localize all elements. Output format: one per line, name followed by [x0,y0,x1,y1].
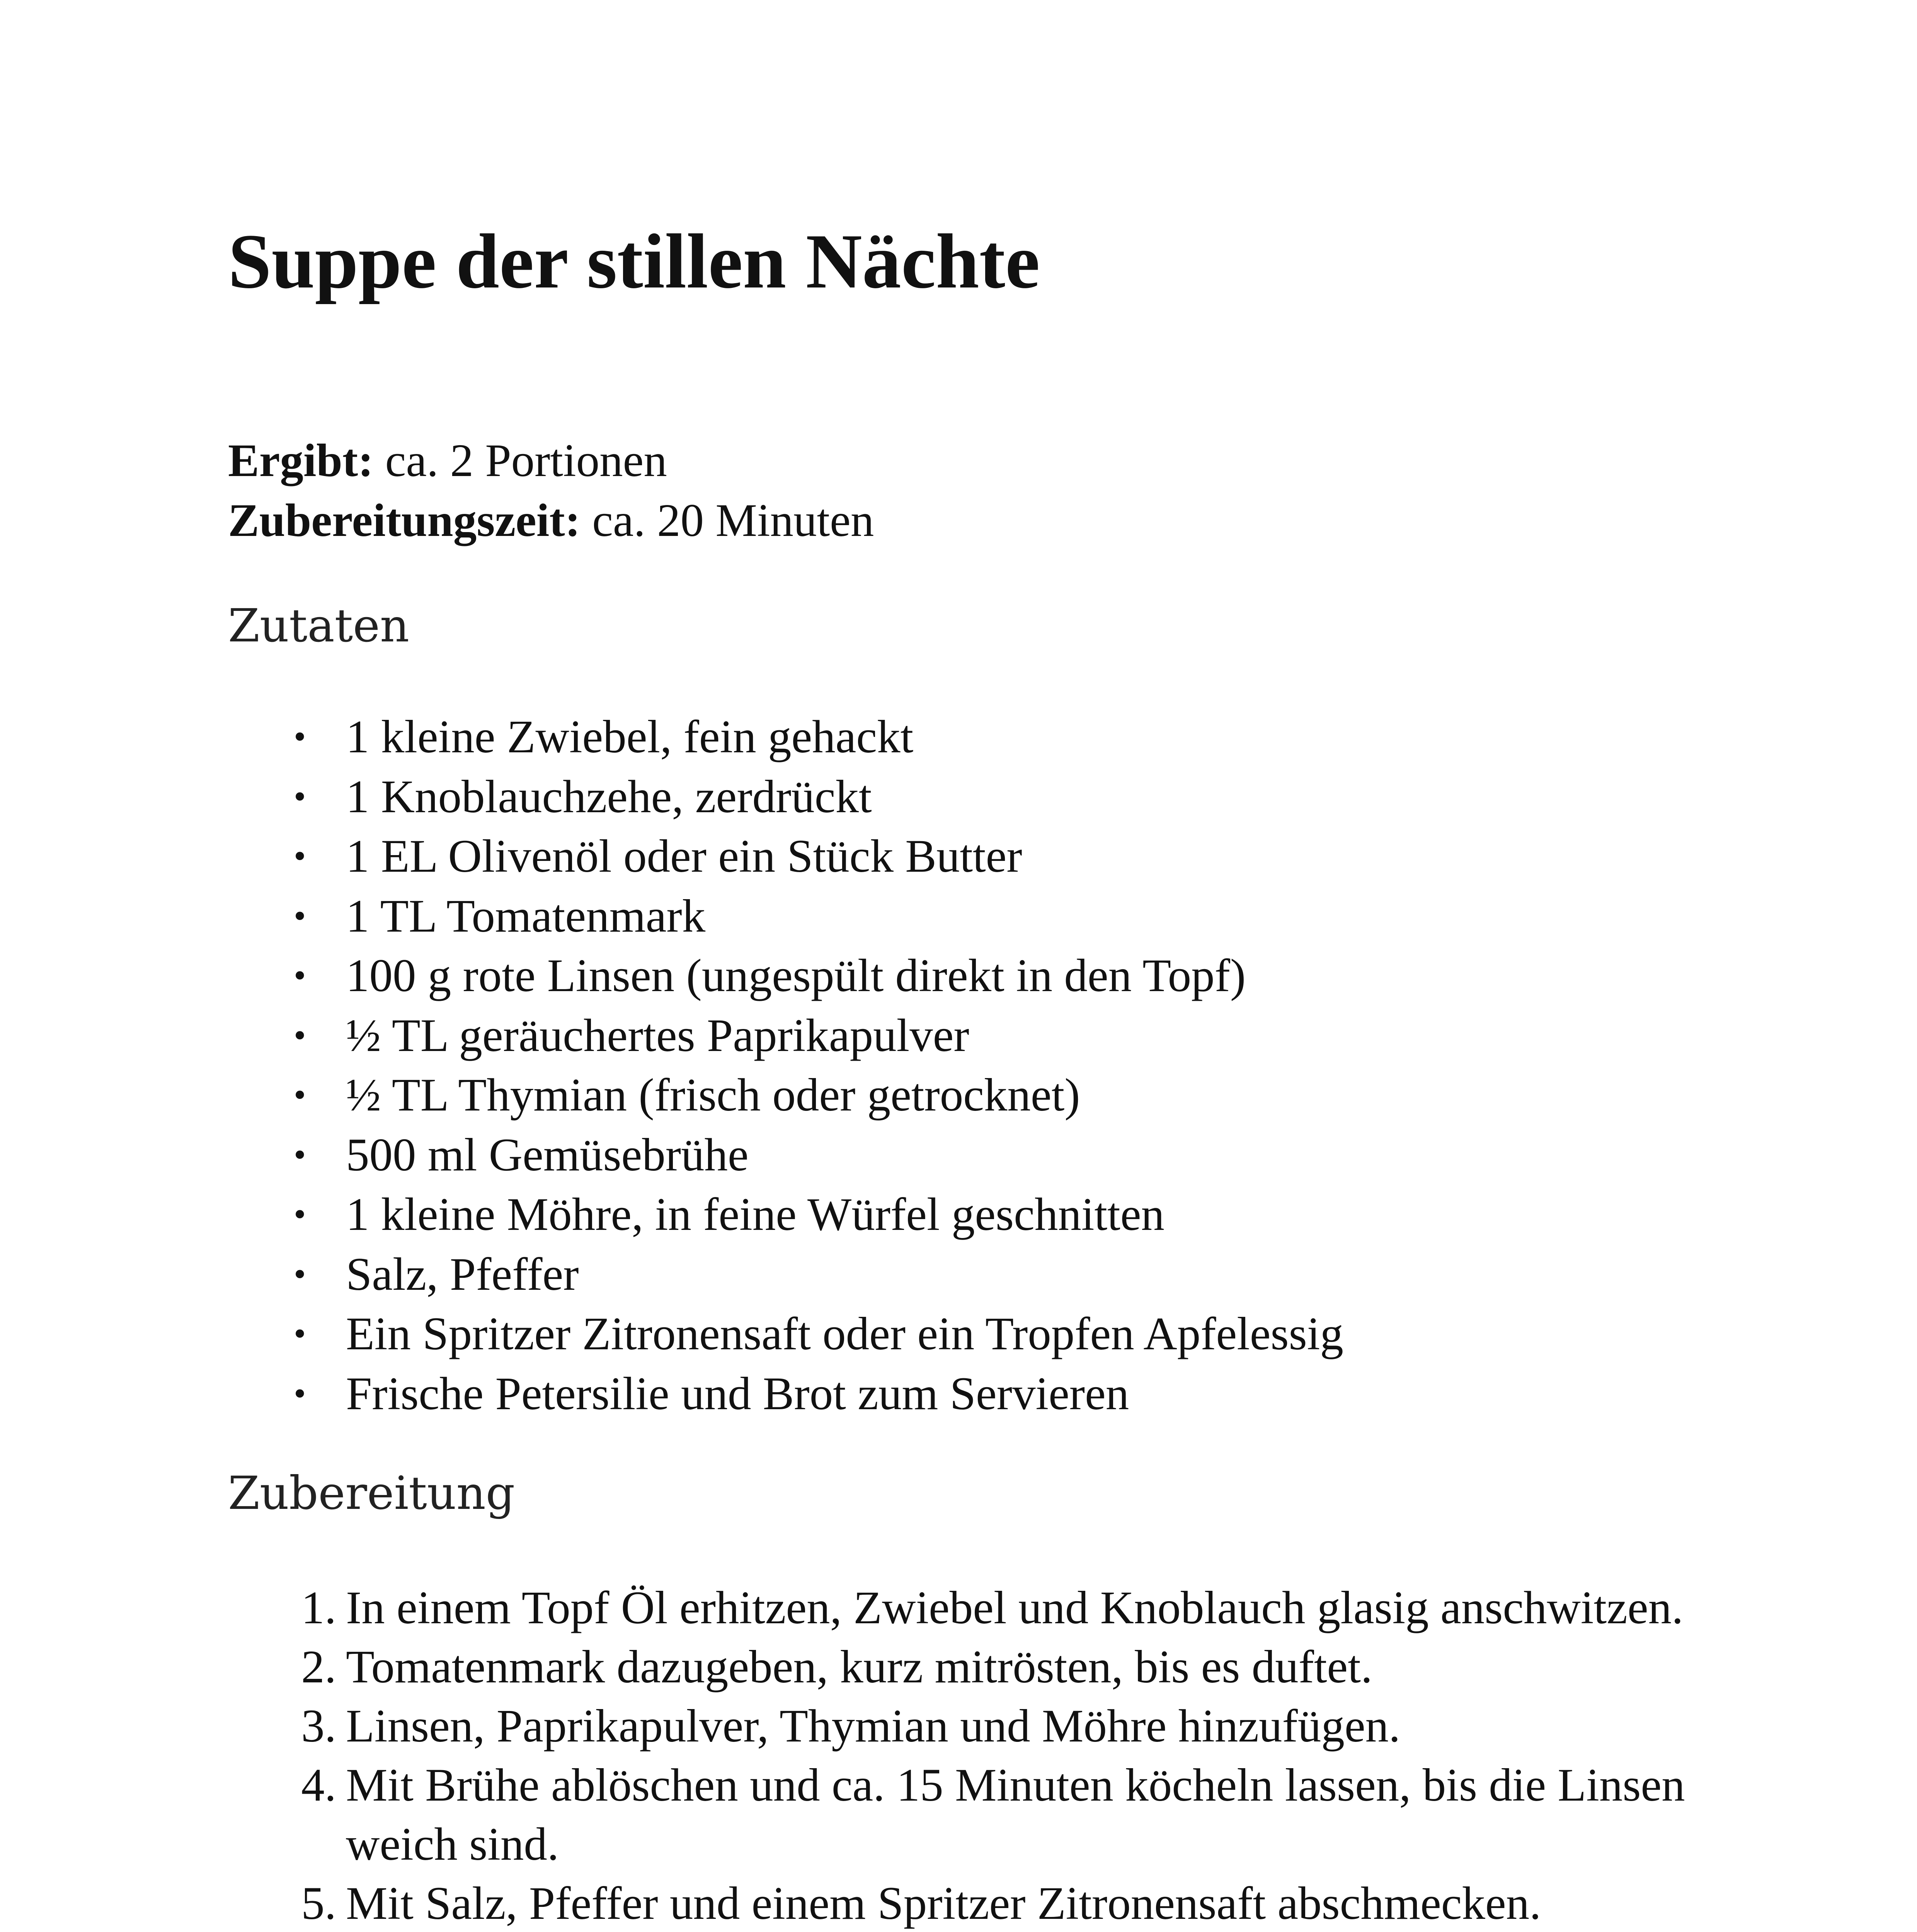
ingredient-item [0,1185,1343,1245]
step-text: Mit Salz, Pfeffer und einem Spritzer Zitronensaft abschmecken. [346,1878,1541,1929]
bullet-icon: • [294,1255,306,1293]
bullet-icon: • [294,718,306,756]
step-number: 4. [301,1759,336,1811]
ingredient-item [0,827,1343,886]
step-item [0,1697,1722,1756]
time-line [228,491,874,551]
yield-value: ca. 2 Portionen [373,435,667,486]
step-number: 2. [301,1641,336,1693]
step-number: 5. [301,1878,336,1929]
ingredient-item [0,886,1343,946]
ingredient-text: 1 TL Tomatenmark [346,890,706,942]
ingredient-item [0,1125,1343,1185]
ingredient-text: 1 Knoblauchzehe, zerdrückt [346,770,872,823]
bullet-icon: • [294,1076,306,1114]
ingredient-item [0,767,1343,827]
step-text: Linsen, Paprikapulver, Thymian und Möhre hinzufügen. [346,1700,1401,1752]
ingredient-list [0,707,1343,1423]
bullet-icon: • [294,1135,306,1174]
bullet-icon: • [294,956,306,995]
step-item [0,1874,1722,1932]
step-item [0,1638,1722,1697]
ingredient-item [0,1245,1343,1304]
page-title: Suppe der stillen Nächte [228,218,1040,304]
ingredient-text: Ein Spritzer Zitronensaft oder ein Tropfen Apfelessig [346,1308,1343,1360]
bullet-icon: • [294,837,306,875]
ingredient-text: ½ TL Thymian (frisch oder getrocknet) [346,1069,1080,1121]
ingredient-item [0,946,1343,1006]
ingredient-item [0,1304,1343,1364]
ingredient-text: 1 kleine Möhre, in feine Würfel geschnitten [346,1189,1165,1240]
step-text: In einem Topf Öl erhitzen, Zwiebel und Knoblauch glasig anschwitzen. [346,1582,1684,1634]
yield-line [228,431,874,491]
ingredient-item [0,1065,1343,1125]
step-item [0,1578,1722,1638]
ingredient-text: Frische Petersilie und Brot zum Servieren [346,1367,1129,1420]
preparation-steps [0,1578,1917,1932]
ingredient-item [0,1364,1343,1424]
ingredient-item [0,1006,1343,1066]
bullet-icon: • [294,1195,306,1233]
bullet-icon: • [294,896,306,935]
bullet-icon: • [294,1374,306,1413]
step-text: Tomatenmark dazugeben, kurz mitrösten, bis es duftet. [346,1641,1373,1693]
ingredient-text: 500 ml Gemüsebrühe [346,1129,749,1181]
bullet-icon: • [294,777,306,816]
bullet-icon: • [294,1016,306,1054]
time-value: ca. 20 Minuten [580,495,874,546]
ingredient-text: 1 EL Olivenöl oder ein Stück Butter [346,830,1022,882]
time-label: Zubereitungszeit: [228,495,581,546]
ingredient-text: ½ TL geräuchertes Paprikapulver [346,1009,969,1061]
step-number: 1. [301,1582,336,1634]
recipe-meta [228,431,874,551]
ingredient-text: 100 g rote Linsen (ungespült direkt in den Topf) [346,950,1246,1002]
ingredient-item [0,707,1343,767]
ingredients-heading: Zutaten [228,599,410,652]
yield-label: Ergibt: [228,435,374,486]
preparation-heading: Zubereitung [228,1466,515,1520]
step-item [0,1756,1722,1874]
ingredient-text: 1 kleine Zwiebel, fein gehackt [346,711,914,763]
step-text: Mit Brühe ablöschen und ca. 15 Minuten köcheln lassen, bis die Linsen weich sind. [346,1759,1685,1870]
bullet-icon: • [294,1315,306,1353]
ingredient-text: Salz, Pfeffer [346,1248,579,1300]
step-number: 3. [301,1700,336,1752]
